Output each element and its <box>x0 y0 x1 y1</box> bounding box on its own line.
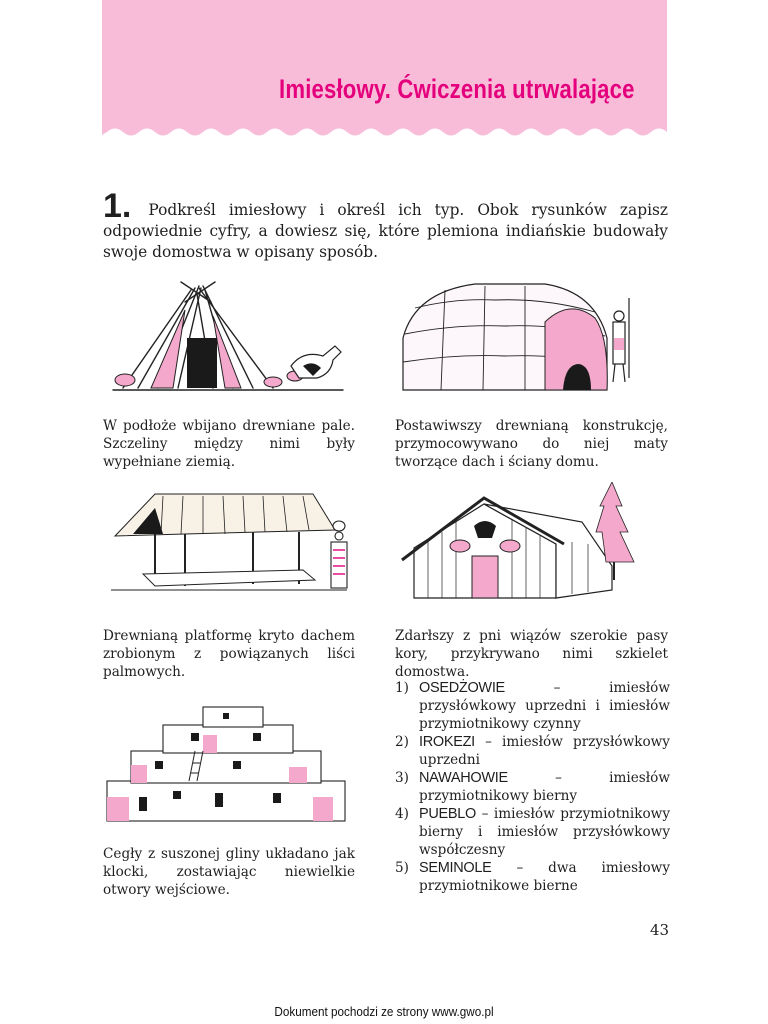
list-item <box>395 733 670 769</box>
option-tribe: PUEBLO <box>419 806 477 822</box>
option-tribe: IROKEZI <box>419 734 475 750</box>
option-description: – imiesłów przymiotnikowy bierny <box>419 770 670 804</box>
option-tribe: SEMINOLE <box>419 860 492 876</box>
list-item <box>395 859 670 895</box>
option-number: 4) <box>395 806 409 822</box>
caption-5: Cegły z suszonej gliny układano jak klocki, zostawiając niewielkie otwory wejściowe. <box>103 846 355 898</box>
option-number: 5) <box>395 860 409 876</box>
list-item <box>395 679 670 733</box>
page-number: 43 <box>650 921 670 939</box>
page-title: Imiesłowy. Ćwiczenia utrwalające <box>279 74 635 104</box>
exercise-number: 1. <box>103 187 132 225</box>
option-number: 1) <box>395 680 409 696</box>
banner-background <box>102 0 667 142</box>
list-item <box>395 769 670 805</box>
option-description: – imiesłów przysłówkowy uprzedni i imiesłów przymiotnikowy czynny <box>419 680 671 732</box>
caption-3: Drewnianą platformę kryto dachem zrobionym z powiązanych liści palmowych. <box>103 628 355 680</box>
header-banner <box>102 0 667 142</box>
exercise-text: Podkreśl imiesłowy i określ ich typ. Obok rysunków zapisz odpowiednie cyfry, a dowiesz się, które plemiona indiańskie budowały swoje domostwa w opisany sposób. <box>103 201 668 261</box>
option-number: 2) <box>395 734 409 750</box>
plank-house-illustration <box>400 482 640 602</box>
cone-hut-illustration <box>103 280 353 398</box>
adobe-pueblo-illustration <box>103 705 351 829</box>
caption-1: W podłoże wbijano drewniane pale. Szczeliny między nimi były wypełniane ziemią. <box>103 418 355 470</box>
thatched-platform-illustration <box>103 490 355 602</box>
longhouse-illustration <box>395 278 645 398</box>
option-tribe: OSEDŻOWIE <box>419 680 505 696</box>
option-description: – dwa imiesłowy przymiotnikowe bierne <box>419 860 670 894</box>
option-description: – imiesłów przysłówkowy uprzedni <box>419 734 670 768</box>
exercise-instruction <box>103 187 668 263</box>
list-item <box>395 805 670 859</box>
option-number: 3) <box>395 770 409 786</box>
footer-source: Dokument pochodzi ze strony www.gwo.pl <box>274 1004 494 1019</box>
option-tribe: NAWAHOWIE <box>419 770 508 786</box>
option-description: – imiesłów przymiotnikowy bierny i imiesłów przysłówkowy współczesny <box>419 806 670 858</box>
caption-2: Postawiwszy drewnianą konstrukcję, przymocowywano do niej maty tworzące dach i ściany domu. <box>395 418 668 470</box>
answer-options-list <box>395 679 670 895</box>
caption-4: Zdarłszy z pni wiązów szerokie pasy kory, przykrywano nimi szkielet domostwa. <box>395 628 668 680</box>
